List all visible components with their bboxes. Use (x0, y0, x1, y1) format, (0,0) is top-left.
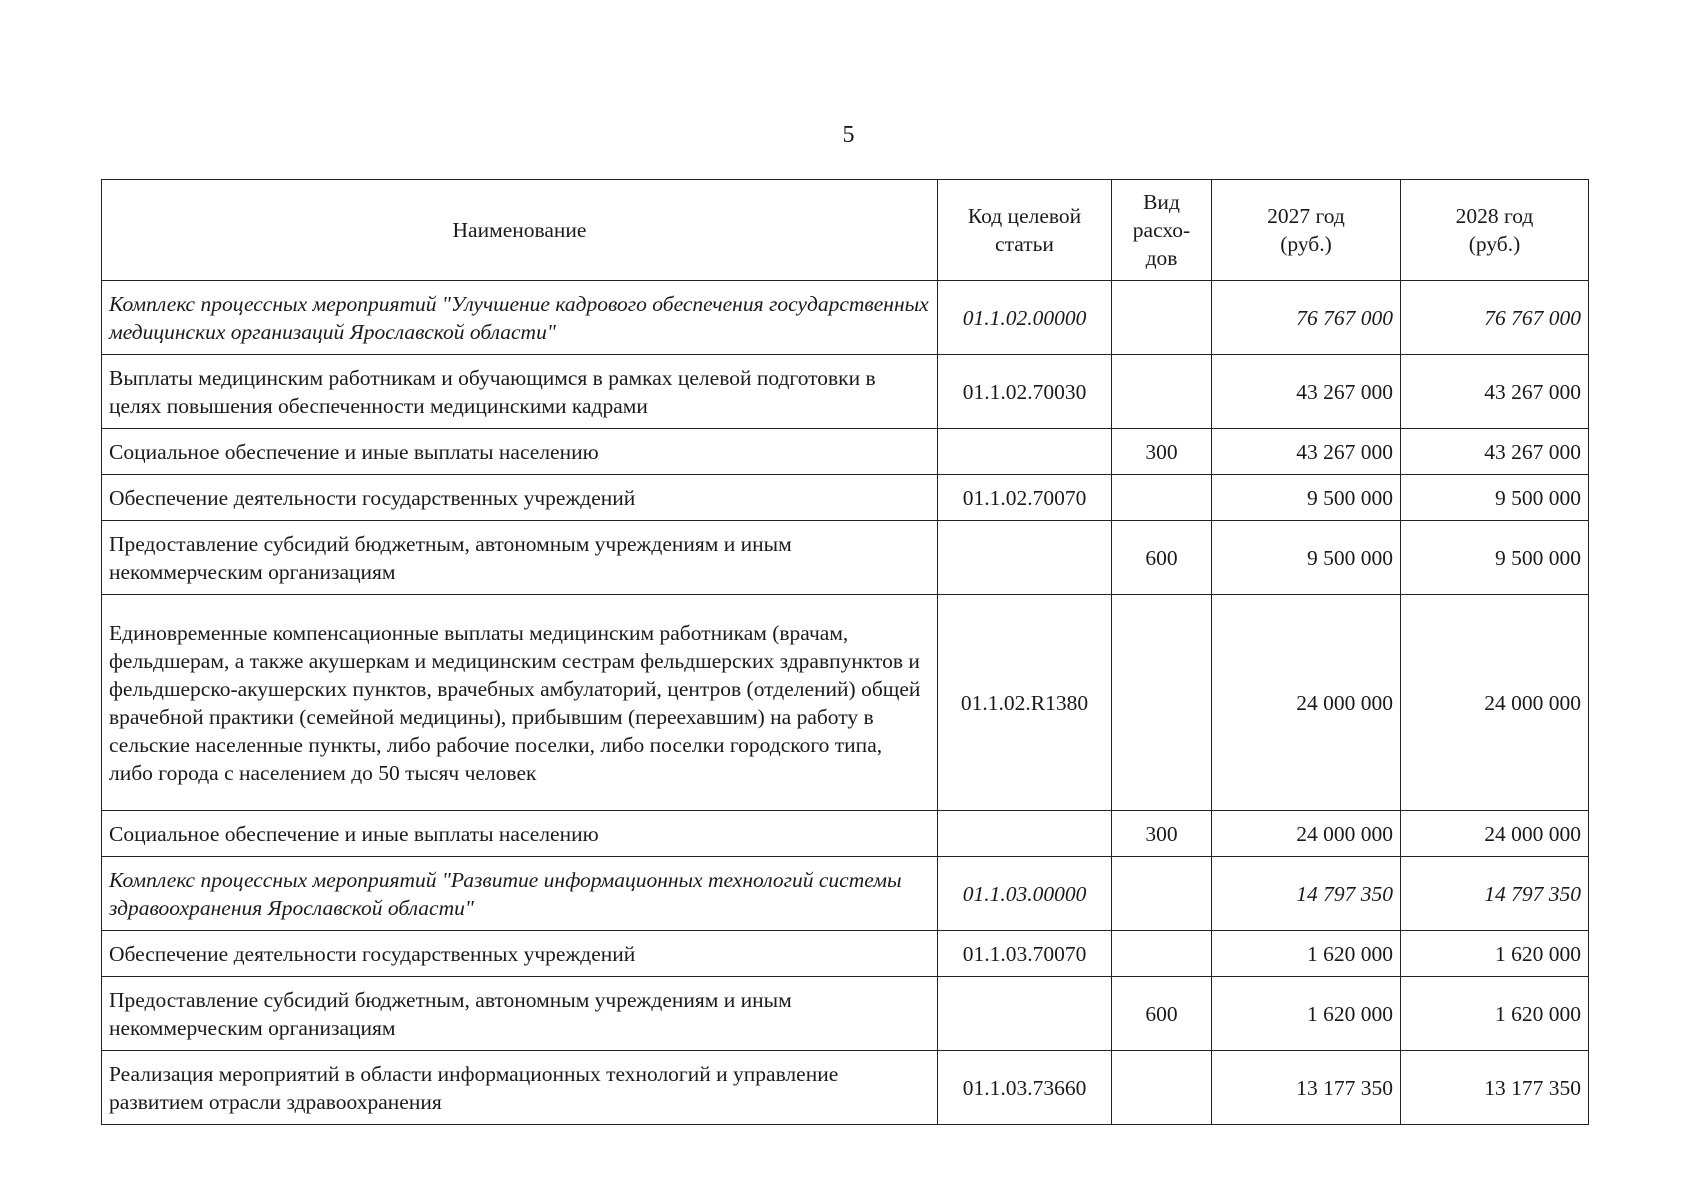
row-kind (1112, 355, 1212, 429)
row-2028: 43 267 000 (1401, 355, 1589, 429)
row-code: 01.1.02.00000 (938, 281, 1112, 355)
table-row (102, 429, 1589, 475)
row-kind: 600 (1112, 977, 1212, 1051)
row-code (938, 521, 1112, 595)
table-row (102, 857, 1589, 931)
row-2028: 1 620 000 (1401, 931, 1589, 977)
row-kind (1112, 475, 1212, 521)
row-kind: 300 (1112, 811, 1212, 857)
header-kind: Вид расхо-дов (1112, 180, 1212, 281)
row-kind (1112, 281, 1212, 355)
row-name: Выплаты медицинским работникам и обучающимся в рамках целевой подготовки в целях повышения обеспеченности медицинскими кадрами (102, 355, 938, 429)
row-code (938, 977, 1112, 1051)
row-2027: 24 000 000 (1212, 595, 1401, 811)
row-2028: 76 767 000 (1401, 281, 1589, 355)
row-code: 01.1.02.70070 (938, 475, 1112, 521)
row-2028: 1 620 000 (1401, 977, 1589, 1051)
row-code: 01.1.02.70030 (938, 355, 1112, 429)
table-header-row (102, 180, 1589, 281)
row-name: Комплекс процессных мероприятий "Улучшение кадрового обеспечения государственных медицинских организаций Ярославской области" (102, 281, 938, 355)
row-name: Обеспечение деятельности государственных учреждений (102, 931, 938, 977)
table-row (102, 281, 1589, 355)
header-2028: 2028 год (руб.) (1401, 180, 1589, 281)
row-2027: 1 620 000 (1212, 931, 1401, 977)
table-row (102, 931, 1589, 977)
row-2028: 9 500 000 (1401, 475, 1589, 521)
row-code: 01.1.03.70070 (938, 931, 1112, 977)
row-2027: 76 767 000 (1212, 281, 1401, 355)
table-row (102, 595, 1589, 811)
table-row (102, 1051, 1589, 1125)
row-name: Социальное обеспечение и иные выплаты населению (102, 429, 938, 475)
row-2027: 9 500 000 (1212, 475, 1401, 521)
row-2027: 43 267 000 (1212, 429, 1401, 475)
row-2028: 9 500 000 (1401, 521, 1589, 595)
row-2027: 24 000 000 (1212, 811, 1401, 857)
row-code (938, 811, 1112, 857)
header-2027: 2027 год (руб.) (1212, 180, 1401, 281)
table-row (102, 355, 1589, 429)
row-kind (1112, 857, 1212, 931)
row-code: 01.1.03.73660 (938, 1051, 1112, 1125)
row-name: Комплекс процессных мероприятий "Развитие информационных технологий системы здравоохранения Ярославской области" (102, 857, 938, 931)
row-2027: 9 500 000 (1212, 521, 1401, 595)
row-kind (1112, 931, 1212, 977)
header-code: Код целевой статьи (938, 180, 1112, 281)
row-code: 01.1.02.R1380 (938, 595, 1112, 811)
row-name: Единовременные компенсационные выплаты медицинским работникам (врачам, фельдшерам, а также акушеркам и медицинским сестрам фельдшерских здравпунктов и фельдшерско-акушерских пунктов, врачебных амбулаторий, центров (отделений) общей врачебной практики (семейной медицины), прибывшим (переехавшим) на работу в сельские населенные пункты, либо рабочие поселки, либо поселки городского типа, либо города с населением до 50 тысяч человек (102, 595, 938, 811)
row-code (938, 429, 1112, 475)
table-row (102, 521, 1589, 595)
page-number: 5 (842, 122, 855, 148)
row-kind (1112, 595, 1212, 811)
row-name: Предоставление субсидий бюджетным, автономным учреждениям и иным некоммерческим организациям (102, 977, 938, 1051)
row-2027: 1 620 000 (1212, 977, 1401, 1051)
row-2028: 43 267 000 (1401, 429, 1589, 475)
row-2028: 13 177 350 (1401, 1051, 1589, 1125)
row-2028: 24 000 000 (1401, 811, 1589, 857)
budget-table (101, 179, 1589, 1125)
row-name: Реализация мероприятий в области информационных технологий и управление развитием отрасли здравоохранения (102, 1051, 938, 1125)
row-2027: 13 177 350 (1212, 1051, 1401, 1125)
header-name: Наименование (102, 180, 938, 281)
row-2028: 24 000 000 (1401, 595, 1589, 811)
row-name: Предоставление субсидий бюджетным, автономным учреждениям и иным некоммерческим организациям (102, 521, 938, 595)
table-row (102, 475, 1589, 521)
row-code: 01.1.03.00000 (938, 857, 1112, 931)
row-name: Обеспечение деятельности государственных учреждений (102, 475, 938, 521)
row-kind (1112, 1051, 1212, 1125)
row-kind: 300 (1112, 429, 1212, 475)
row-name: Социальное обеспечение и иные выплаты населению (102, 811, 938, 857)
table-row (102, 811, 1589, 857)
row-2028: 14 797 350 (1401, 857, 1589, 931)
row-2027: 43 267 000 (1212, 355, 1401, 429)
row-2027: 14 797 350 (1212, 857, 1401, 931)
row-kind: 600 (1112, 521, 1212, 595)
table-row (102, 977, 1589, 1051)
